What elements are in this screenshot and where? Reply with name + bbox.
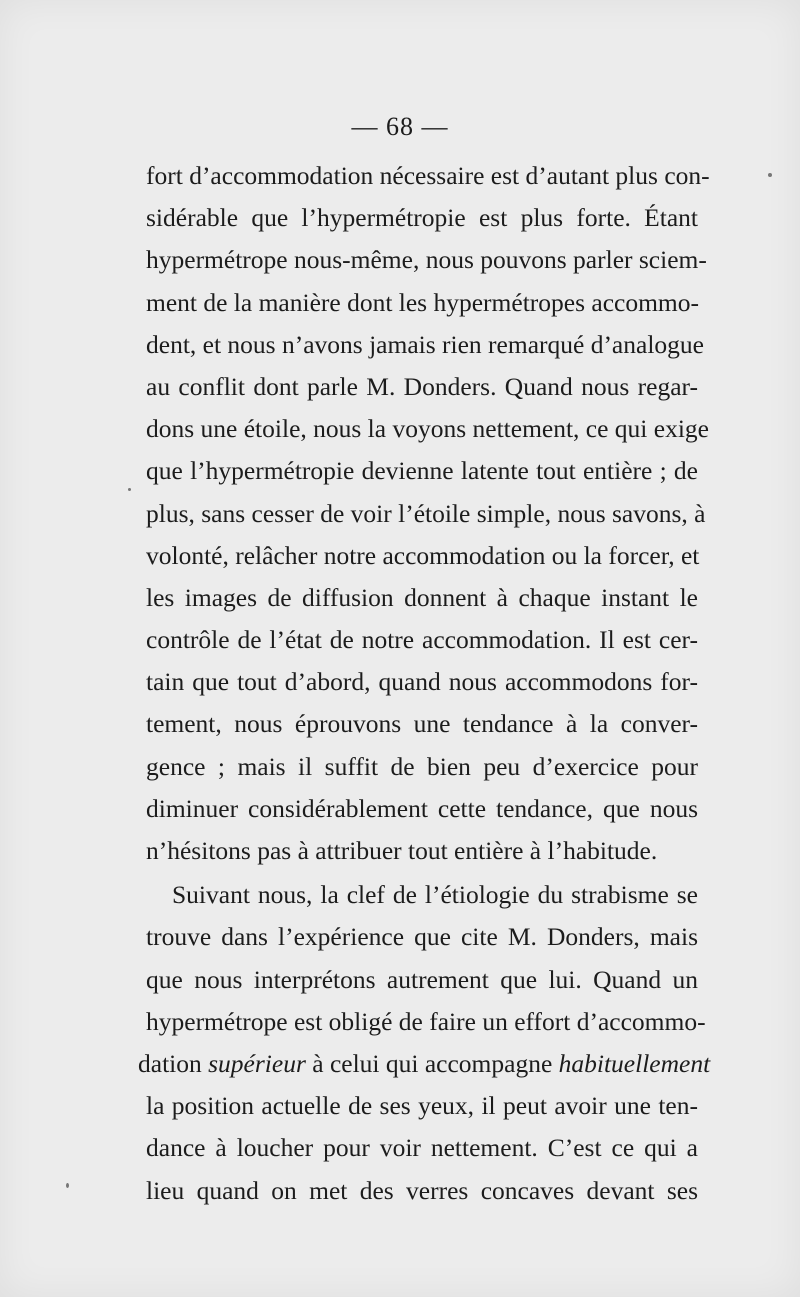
text-line: hypermétrope nous-même, nous pouvons parler sciem- <box>146 245 707 275</box>
text-line: fort d’accommodation nécessaire est d’autant plus con- <box>146 161 710 190</box>
paragraph-1 <box>146 155 710 872</box>
text-line: les images de diffusion donnent à chaque instant le <box>146 582 698 612</box>
text-line <box>138 1043 711 1085</box>
paper-speck <box>768 173 772 177</box>
paper-speck <box>128 488 131 491</box>
text-line: que l’hypermétropie devienne latente tout entière ; de <box>146 456 698 486</box>
text-line: la position actuelle de ses yeux, il peut avoir une ten- <box>146 1091 698 1121</box>
text-line: diminuer considérablement cette tendance, que nous <box>146 793 698 823</box>
text-run: à celui qui accompagne <box>305 1048 559 1078</box>
text-line: au conflit dont parle M. Donders. Quand nous regar- <box>146 371 698 401</box>
italic-text: habituellement <box>558 1048 711 1078</box>
text-line: que nous interprétons autrement que lui. Quand un <box>146 964 698 994</box>
text-line: n’hésitons pas à attribuer tout entière à l’habitude. <box>146 836 658 865</box>
text-line: trouve dans l’expérience que cite M. Donders, mais <box>146 922 698 952</box>
text-line: sidérable que l’hypermétropie est plus forte. Étant <box>146 203 698 233</box>
text-line: dent, et nous n’avons jamais rien remarqué d’analogue <box>146 329 704 359</box>
text-line: gence ; mais il suffit de bien peu d’exercice pour <box>146 751 698 781</box>
text-line: hypermétrope est obligé de faire un effort d’accommo- <box>146 1006 706 1036</box>
text-line: volonté, relâcher notre accommodation ou la forcer, et <box>146 540 700 570</box>
text-line: plus, sans cesser de voir l’étoile simple, nous savons, à <box>146 498 706 528</box>
text-line: dance à loucher pour voir nettement. C’est ce qui a <box>146 1133 698 1163</box>
page-body <box>138 155 711 1212</box>
text-line: tement, nous éprouvons une tendance à la conver- <box>146 709 698 739</box>
italic-text: supérieur <box>208 1048 306 1078</box>
text-line: Suivant nous, la clef de l’étiologie du strabisme se <box>172 880 698 910</box>
page-number: — 68 — <box>351 112 449 141</box>
paragraph-2 <box>138 874 711 1212</box>
text-line: contrôle de l’état de notre accommodation. Il est cer- <box>146 625 698 655</box>
paper-speck <box>66 1183 69 1188</box>
text-line: ment de la manière dont les hypermétropes accommo- <box>146 287 700 317</box>
text-line: dons une étoile, nous la voyons nettement, ce qui exige <box>146 414 709 444</box>
text-line: tain que tout d’abord, quand nous accommodons for- <box>146 667 698 697</box>
text-line: lieu quand on met des verres concaves devant ses <box>146 1175 698 1205</box>
text-run: dation <box>138 1048 209 1078</box>
